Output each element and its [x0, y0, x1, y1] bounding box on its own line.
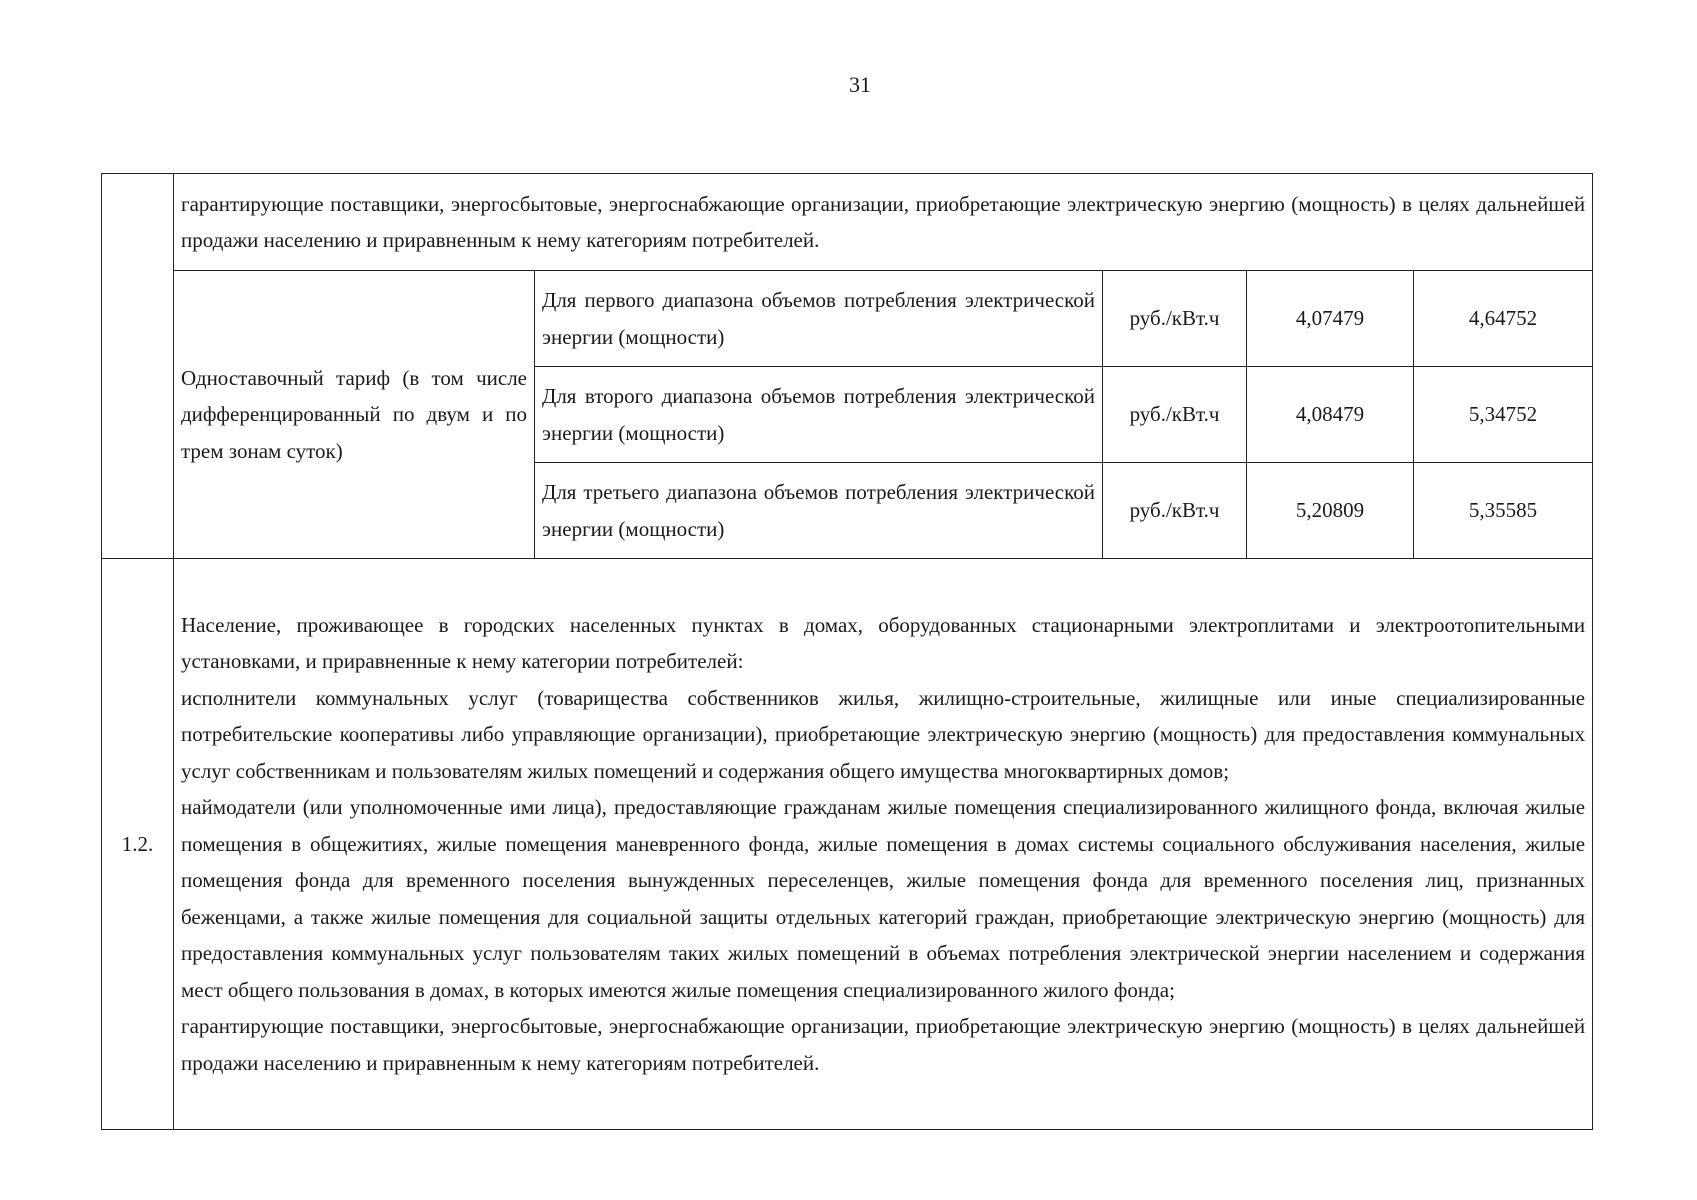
range-label: Для третьего диапазона объемов потребления электрической энергии (мощности) [535, 463, 1103, 559]
value-first-half-cell: 4,07479 [1247, 271, 1414, 367]
value-second-half-cell: 5,34752 [1414, 367, 1593, 463]
section-paragraph: Население, проживающее в городских населенных пунктах в домах, оборудованных стационарными электроплитами и электроотопительными установками, и приравненные к нему категории потребителей: [181, 612, 1586, 674]
unit-cell: руб./кВт.ч [1103, 271, 1247, 367]
section-paragraph: наймодатели (или уполномоченные ими лица), предоставляющие гражданам жилые помещения специализированного жилищного фонда, включая жилые помещения в общежитиях, жилые помещения маневренного фонда, жилые помещения в домах системы социального обслуживания населения, жилые помещения фонда для временного поселения вынужденных переселенцев, жилые помещения фонда для временного поселения лиц, признанных беженцами, а также жилые помещения для социальной защиты отдельных категорий граждан, приобретающие электрическую энергию (мощность) для предоставления коммунальных услуг пользователям таких жилых помещений в объемах потребления электрической энергии населением и содержания мест общего пользования в домах, в которых имеются жилые помещения специализированного жилого фонда; [181, 795, 1586, 1002]
unit-cell: руб./кВт.ч [1103, 463, 1247, 559]
value-second-half-cell: 4,64752 [1414, 271, 1593, 367]
section-text-cell [174, 559, 1593, 1130]
section-paragraph: исполнители коммунальных услуг (товарищества собственников жилья, жилищно-строительные, жилищные или иные специализированные потребительские кооперативы либо управляющие организации), приобретающие электрическую энергию (мощность) для предоставления коммунальных услуг собственникам и пользователям жилых помещений и содержания общего имущества многоквартирных домов; [181, 685, 1586, 783]
range-label: Для первого диапазона объемов потребления электрической энергии (мощности) [535, 271, 1103, 367]
tariff-table [101, 173, 1593, 1130]
row-number-cell: 1.2. [102, 559, 174, 1130]
table-row-top-consumers [102, 174, 1593, 271]
unit-cell: руб./кВт.ч [1103, 367, 1247, 463]
value-first-half-cell: 5,20809 [1247, 463, 1414, 559]
range-label: Для второго диапазона объемов потребления электрической энергии (мощности) [535, 367, 1103, 463]
page-number: 31 [849, 72, 871, 97]
table-row-range-1 [102, 271, 1593, 367]
row-number-cell-empty [102, 174, 174, 559]
value-first-half-cell: 4,08479 [1247, 367, 1414, 463]
tariff-name-cell: Одноставочный тариф (в том числе дифференцированный по двум и по трем зонам суток) [174, 271, 535, 559]
table-row-section-1-2 [102, 559, 1593, 1130]
section-paragraph: гарантирующие поставщики, энергосбытовые, энергоснабжающие организации, приобретающие электрическую энергию (мощность) в целях дальнейшей продажи населению и приравненным к нему категориям потребителей. [181, 1014, 1586, 1075]
value-second-half-cell: 5,35585 [1414, 463, 1593, 559]
consumer-category-text: гарантирующие поставщики, энергосбытовые, энергоснабжающие организации, приобретающие электрическую энергию (мощность) в целях дальнейшей продажи населению и приравненным к нему категориям потребителей. [174, 174, 1593, 271]
